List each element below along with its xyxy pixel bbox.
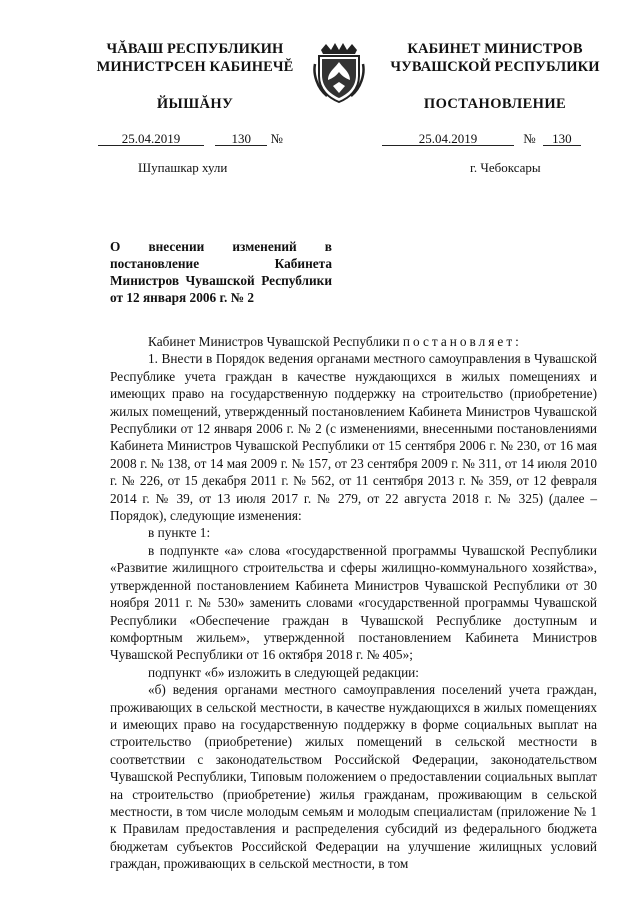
date-left: 25.04.2019 xyxy=(98,132,204,146)
date-right: 25.04.2019 xyxy=(382,132,514,146)
num-sign-right: № xyxy=(523,131,536,146)
paragraph-2: в пункте 1: xyxy=(148,525,211,541)
number-row-left xyxy=(98,131,308,147)
coat-of-arms-icon xyxy=(313,38,365,104)
header-right xyxy=(380,40,610,113)
header-left-doc-type: ЙЫШĂНУ xyxy=(156,96,234,112)
header-left-line2: МИНИСТРСЕН КАБИНЕЧĔ xyxy=(96,59,294,75)
intro-prefix: Кабинет Министров Чувашской Республики xyxy=(148,334,403,349)
intro-verb: постановляет: xyxy=(402,334,522,349)
header-left-line1: ЧĂВАШ РЕСПУБЛИКИН xyxy=(106,41,284,57)
place-right: г. Чебоксары xyxy=(470,160,541,175)
paragraph-3: в подпункте «а» слова «государственной программы Чувашской Республики «Развитие жилищного строительства и сферы жилищно-коммунального хозяйства», утвержденной постановлением Кабинета Министров Чувашской Республики от 30 ноября 2011 г. № 530» заменить словами «государственной программы Чувашской Республики «Обеспечение граждан в Чувашской Республике доступным и комфортным жильем», утвержденной постановлением Кабинета Министров Чувашской Республики от 16 октября 2018 г. № 405»; xyxy=(110,542,597,663)
header-left xyxy=(90,40,300,113)
header-right-line1: КАБИНЕТ МИНИСТРОВ xyxy=(407,41,583,57)
header-right-doc-type: ПОСТАНОВЛЕНИЕ xyxy=(423,96,567,112)
paragraph-4: подпункт «б» изложить в следующей редакции: xyxy=(148,664,419,680)
num-sign-left: № xyxy=(270,131,283,146)
number-row-right xyxy=(382,131,612,147)
number-right: 130 xyxy=(543,132,581,146)
intro-paragraph xyxy=(110,333,597,350)
place-left: Шупашкар хули xyxy=(138,160,228,175)
paragraph-5: «б) ведения органами местного самоуправления поселений учета граждан, проживающих в сельской местности, в качестве нуждающихся в жилых помещениях и имеющих право на государственную поддержку в форме социальных выплат на строительство (приобретение) жилых помещений в сельской местности в соответствии с законодательством Российской Федерации, законодательством Чувашской Республики, Типовым положением о предоставлении социальных выплат на строительство (приобретение) жилья гражданам, проживающим в сельской местности, в том числе молодым семьям и молодым специалистам (приложение № 1 к Правилам предоставления и распределения субсидий из федерального бюджета бюджетам субъектов Российской Федерации на улучшение жилищных условий граждан, проживающих в сельской местности, в том xyxy=(110,682,597,872)
document-title: О внесении изменений в постановление Кабинета Министров Чувашской Республики от 12 января 2006 г. № 2 xyxy=(110,239,332,305)
header-right-line2: ЧУВАШСКОЙ РЕСПУБЛИКИ xyxy=(390,59,600,75)
paragraph-1: 1. Внести в Порядок ведения органами местного самоуправления в Чувашской Республике учета граждан в качестве нуждающихся в жилых помещениях и имеющих право на государственную поддержку на строительство (приобретение) жилых помещений, утвержденный постановлением Кабинета Министров Чувашской Республики от 12 января 2006 г. № 2 (с изменениями, внесенными постановлениями Кабинета Министров Чувашской Республики от 15 сентября 2006 г. № 230, от 16 мая 2008 г. № 138, от 14 мая 2009 г. № 157, от 23 сентября 2009 г. № 311, от 14 июля 2010 г. № 226, от 15 декабря 2011 г. № 562, от 11 сентября 2013 г. № 359, от 12 февраля 2014 г. № 39, от 13 июля 2017 г. № 279, от 22 августа 2018 г. № 325) (далее – Порядок), следующие изменения: xyxy=(110,351,597,524)
number-left: 130 xyxy=(215,132,267,146)
document-body xyxy=(110,333,597,873)
